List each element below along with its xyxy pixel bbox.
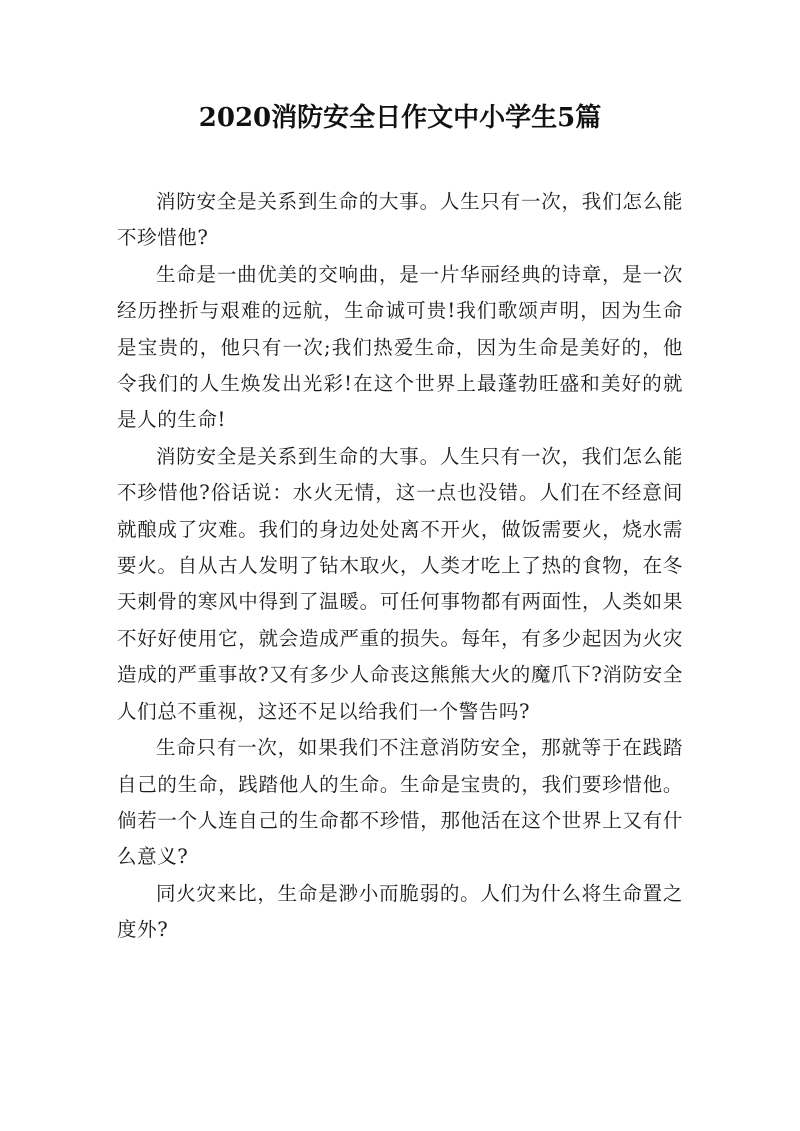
article-body bbox=[117, 184, 683, 949]
paragraph-1: 消防安全是关系到生命的大事。人生只有一次，我们怎么能不珍惜他? bbox=[117, 190, 683, 250]
page-title: 2020消防安全日作文中小学生5篇 bbox=[198, 103, 602, 133]
paragraph-3: 消防安全是关系到生命的大事。人生只有一次，我们怎么能不珍惜他?俗话说：水火无情，这一点也没错。人们在不经意间就酿成了灾难。我们的身边处处离不开火，做饭需要火，烧水需要火。自从古人发明了钻木取火，人类才吃上了热的食物，在冬天刺骨的寒风中得到了温暖。可任何事物都有两面性，人类如果不好好使用它，就会造成严重的损失。每年，有多少起因为火灾造成的严重事故?又有多少人命丧这熊熊大火的魔爪下?消防安全人们总不重视，这还不足以给我们一个警告吗? bbox=[117, 444, 683, 723]
paragraph-5: 同火灾来比，生命是渺小而脆弱的。人们为什么将生命置之度外? bbox=[117, 881, 683, 942]
paragraph-2: 生命是一曲优美的交响曲，是一片华丽经典的诗章，是一次经历挫折与艰难的远航，生命诚可贵!我们歌颂声明，因为生命是宝贵的，他只有一次;我们热爱生命，因为生命是美好的，他令我们的人生焕发出光彩!在这个世界上最蓬勃旺盛和美好的就是人的生命! bbox=[117, 262, 683, 432]
paragraph-4: 生命只有一次，如果我们不注意消防安全，那就等于在践踏自己的生命，践踏他人的生命。生命是宝贵的，我们要珍惜他。倘若一个人连自己的生命都不珍惜，那他活在这个世界上又有什么意义? bbox=[117, 736, 683, 869]
